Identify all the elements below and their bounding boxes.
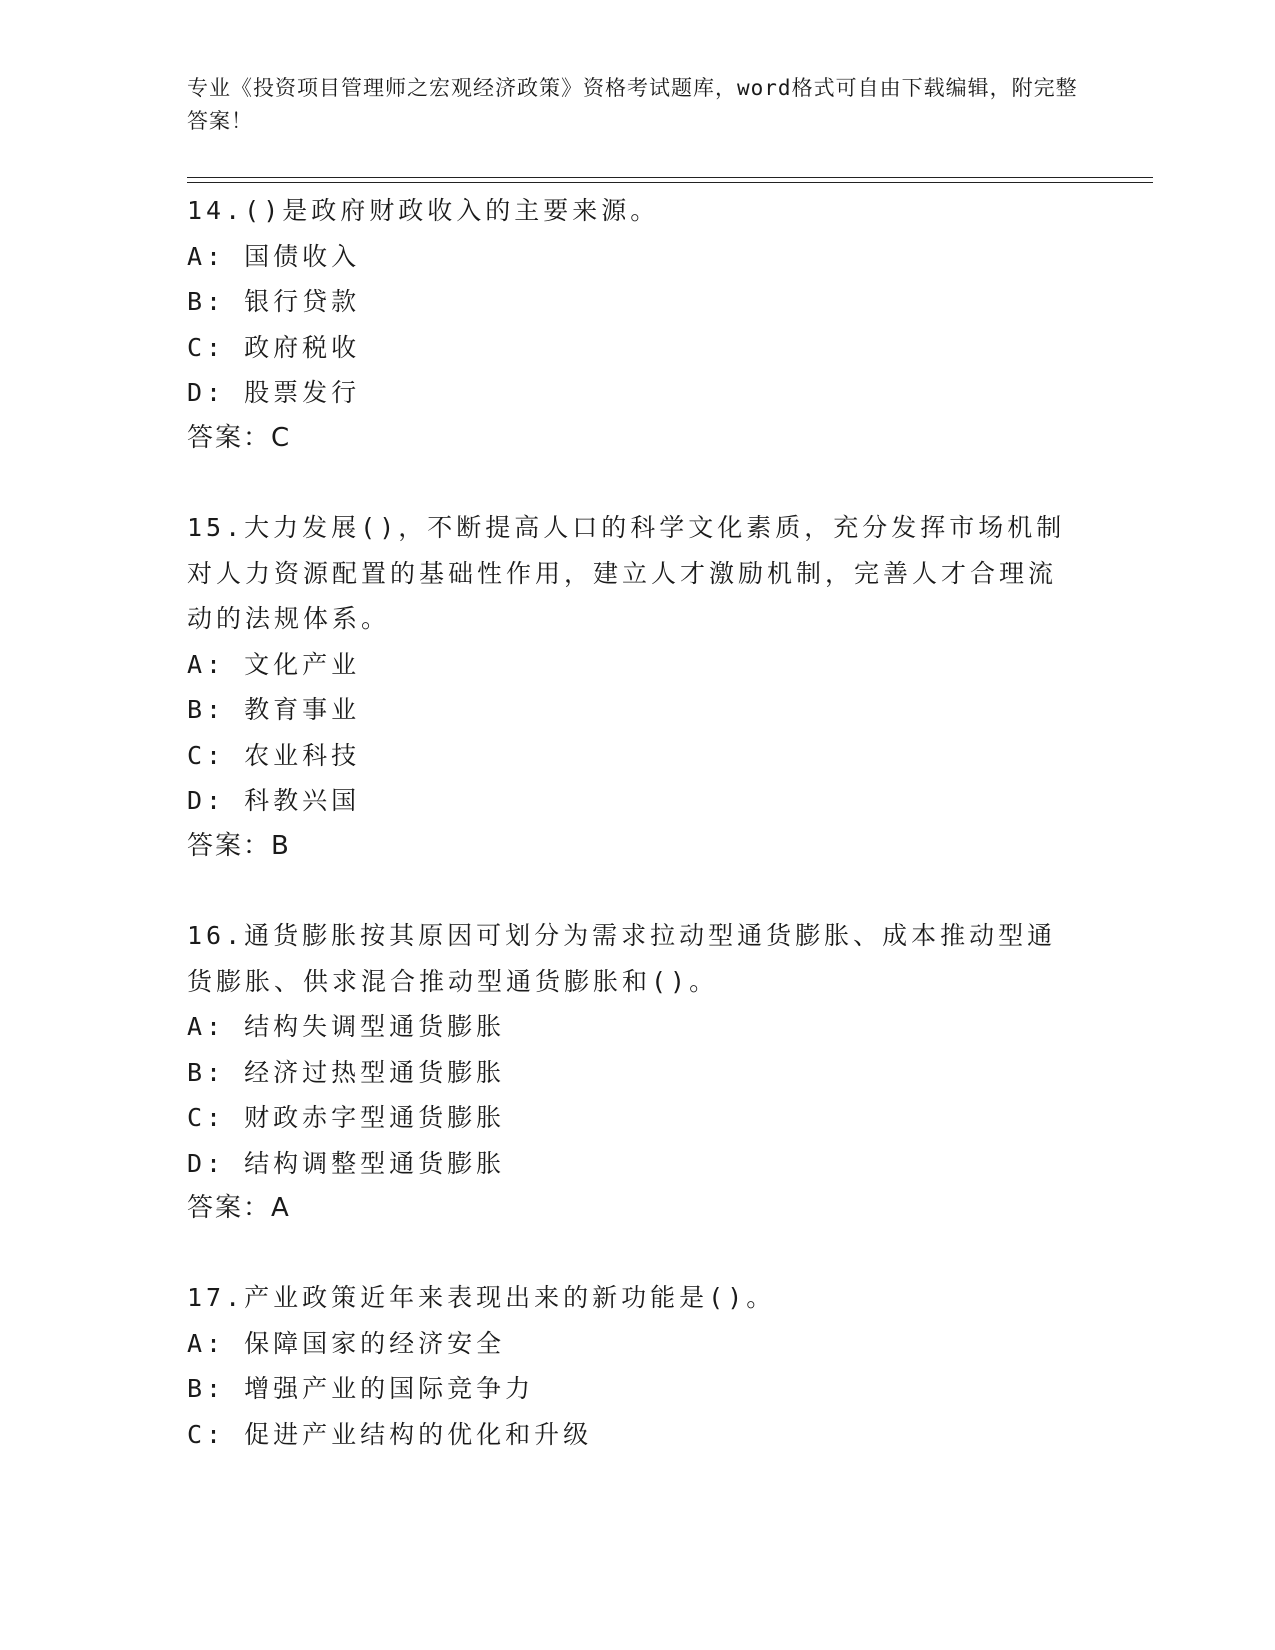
question-stem: 17.产业政策近年来表现出来的新功能是()。 xyxy=(187,1283,776,1312)
option-c: C: 财政赤字型通货膨胀 xyxy=(187,1103,506,1132)
option-c: C: 政府税收 xyxy=(187,332,361,362)
question-16 xyxy=(187,913,1077,1232)
document-header: 专业《投资项目管理师之宏观经济政策》资格考试题库，word格式可自由下载编辑，附完整答案！ xyxy=(187,76,1078,133)
question-15 xyxy=(187,505,1077,869)
question-stem: 15.大力发展()，不断提高人口的科学文化素质，充分发挥市场机制对人力资源配置的基础性作用，建立人才激励机制，完善人才合理流动的法规体系。 xyxy=(187,513,1066,633)
question-17 xyxy=(187,1275,1077,1457)
option-a: A: 保障国家的经济安全 xyxy=(187,1328,506,1358)
question-stem: 14.()是政府财政收入的主要来源。 xyxy=(187,196,660,225)
answer: 答案：A xyxy=(187,1193,291,1223)
answer: 答案：B xyxy=(187,830,291,861)
option-d: D: 结构调整型通货膨胀 xyxy=(187,1148,506,1178)
option-c: C: 促进产业结构的优化和升级 xyxy=(187,1419,593,1449)
option-a: A: 国债收入 xyxy=(187,241,361,271)
option-c: C: 农业科技 xyxy=(187,740,361,770)
option-b: B: 银行贷款 xyxy=(187,287,361,316)
question-stem: 16.通货膨胀按其原因可划分为需求拉动型通货膨胀、成本推动型通货膨胀、供求混合推动型通货膨胀和()。 xyxy=(187,921,1057,996)
option-b: B: 经济过热型通货膨胀 xyxy=(187,1057,506,1087)
option-a: A: 结构失调型通货膨胀 xyxy=(187,1012,506,1041)
header-divider-top xyxy=(187,177,1153,178)
option-b: B: 教育事业 xyxy=(187,695,361,724)
header-divider-bottom xyxy=(187,182,1153,183)
option-b: B: 增强产业的国际竞争力 xyxy=(187,1374,535,1403)
option-d: D: 股票发行 xyxy=(187,378,361,407)
option-d: D: 科教兴国 xyxy=(187,786,361,815)
question-14 xyxy=(187,188,1077,461)
answer: 答案：C xyxy=(187,422,292,453)
option-a: A: 文化产业 xyxy=(187,649,361,679)
